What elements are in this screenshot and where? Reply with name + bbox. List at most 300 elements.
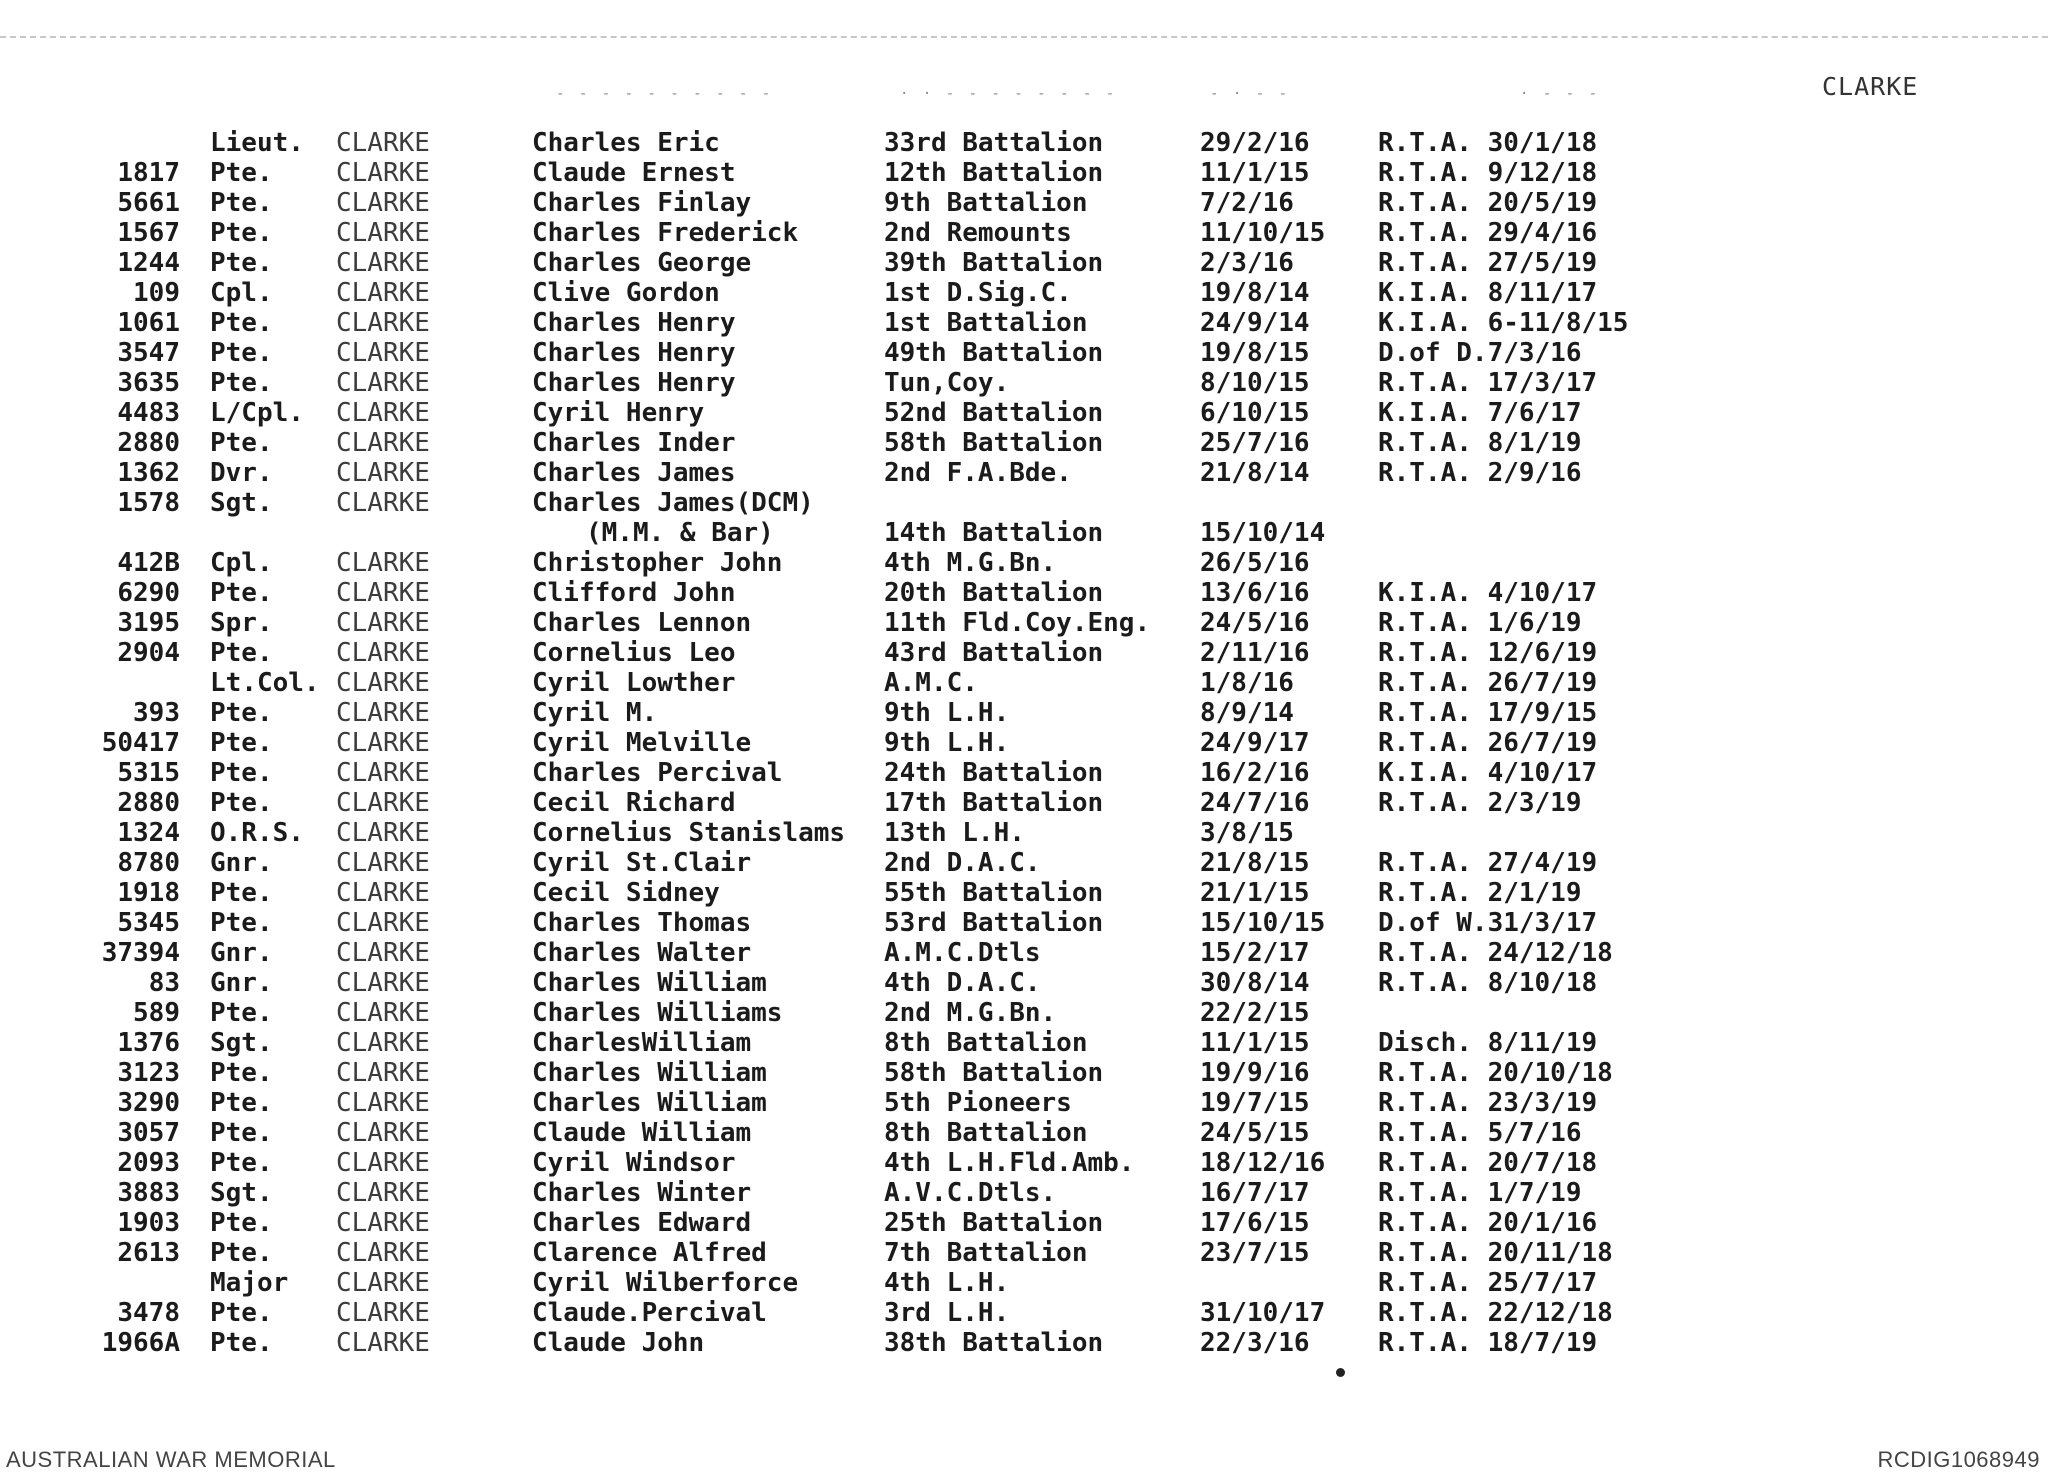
fate: R.T.A. 20/1/16 — [1378, 1208, 1598, 1238]
given-names: Charles Thomas — [532, 908, 752, 938]
roll-row — [0, 1268, 2048, 1298]
service-number: 412B — [117, 548, 180, 578]
rank: L/Cpl. — [210, 398, 304, 428]
faint-header-marks: - - - - - - - - - - — [556, 86, 774, 102]
enlistment-date: 19/8/14 — [1200, 278, 1310, 308]
rank: Pte. — [210, 758, 273, 788]
enlistment-date: 22/2/15 — [1200, 998, 1310, 1028]
service-number: 1918 — [117, 878, 180, 908]
rank: Cpl. — [210, 548, 273, 578]
unit: 39th Battalion — [884, 248, 1104, 278]
rank: Pte. — [210, 1058, 273, 1088]
surname: CLARKE — [336, 1088, 430, 1118]
fate: R.T.A. 23/3/19 — [1378, 1088, 1598, 1118]
roll-row — [0, 398, 2048, 428]
enlistment-date: 23/7/15 — [1200, 1238, 1310, 1268]
roll-row — [0, 1238, 2048, 1268]
enlistment-date: 24/5/15 — [1200, 1118, 1310, 1148]
surname: CLARKE — [336, 278, 430, 308]
enlistment-date: 30/8/14 — [1200, 968, 1310, 998]
surname: CLARKE — [336, 308, 430, 338]
unit: 9th L.H. — [884, 728, 1010, 758]
service-number: 1244 — [117, 248, 180, 278]
given-names: Cyril Lowther — [532, 668, 736, 698]
given-names: Cornelius Leo — [532, 638, 736, 668]
rank: Pte. — [210, 908, 273, 938]
service-number: 1903 — [117, 1208, 180, 1238]
enlistment-date: 11/1/15 — [1200, 1028, 1310, 1058]
roll-row — [0, 698, 2048, 728]
roll-row — [0, 1298, 2048, 1328]
service-number: 3547 — [117, 338, 180, 368]
given-names: Cyril Melville — [532, 728, 752, 758]
given-names: Charles Frederick — [532, 218, 799, 248]
enlistment-date: 2/3/16 — [1200, 248, 1294, 278]
enlistment-date: 16/2/16 — [1200, 758, 1310, 788]
roll-row — [0, 728, 2048, 758]
enlistment-date: 1/8/16 — [1200, 668, 1294, 698]
given-names-line-2: (M.M. & Bar) — [586, 518, 774, 548]
unit: 49th Battalion — [884, 338, 1104, 368]
unit: 11th Fld.Coy.Eng. — [884, 608, 1151, 638]
fate: D.of D.7/3/16 — [1378, 338, 1582, 368]
surname: CLARKE — [336, 368, 430, 398]
service-number: 589 — [133, 998, 180, 1028]
faint-header-marks: - · - - — [1210, 86, 1291, 102]
roll-row — [0, 848, 2048, 878]
service-number: 1376 — [117, 1028, 180, 1058]
given-names: Charles Inder — [532, 428, 736, 458]
rank: Pte. — [210, 1238, 273, 1268]
enlistment-date: 24/5/16 — [1200, 608, 1310, 638]
unit: A.M.C.Dtls — [884, 938, 1041, 968]
enlistment-date: 29/2/16 — [1200, 128, 1310, 158]
enlistment-date: 19/7/15 — [1200, 1088, 1310, 1118]
roll-row — [0, 1208, 2048, 1238]
roll-row — [0, 1328, 2048, 1358]
surname: CLARKE — [336, 1238, 430, 1268]
given-names: Clifford John — [532, 578, 736, 608]
roll-row — [0, 1088, 2048, 1118]
surname: CLARKE — [336, 878, 430, 908]
enlistment-date: 24/9/14 — [1200, 308, 1310, 338]
given-names: Charles Williams — [532, 998, 783, 1028]
surname: CLARKE — [336, 998, 430, 1028]
surname: CLARKE — [336, 1148, 430, 1178]
fate: R.T.A. 26/7/19 — [1378, 668, 1598, 698]
fate: K.I.A. 8/11/17 — [1378, 278, 1598, 308]
fate: D.of W.31/3/17 — [1378, 908, 1598, 938]
service-number: 3883 — [117, 1178, 180, 1208]
enlistment-date: 15/10/15 — [1200, 908, 1326, 938]
given-names: Charles Winter — [532, 1178, 752, 1208]
given-names: Claude Ernest — [532, 158, 736, 188]
enlistment-date: 21/8/15 — [1200, 848, 1310, 878]
surname: CLARKE — [336, 338, 430, 368]
rank: Pte. — [210, 158, 273, 188]
unit: 13th L.H. — [884, 818, 1025, 848]
rank: Gnr. — [210, 848, 273, 878]
given-names: CharlesWilliam — [532, 1028, 752, 1058]
surname: CLARKE — [336, 1208, 430, 1238]
roll-row — [0, 188, 2048, 218]
enlistment-date: 31/10/17 — [1200, 1298, 1326, 1328]
surname: CLARKE — [336, 938, 430, 968]
fate: R.T.A. 20/7/18 — [1378, 1148, 1598, 1178]
rank: Pte. — [210, 1208, 273, 1238]
service-number: 3635 — [117, 368, 180, 398]
surname: CLARKE — [336, 158, 430, 188]
surname: CLARKE — [336, 758, 430, 788]
unit: 9th L.H. — [884, 698, 1010, 728]
surname: CLARKE — [336, 398, 430, 428]
service-number: 3478 — [117, 1298, 180, 1328]
unit: 17th Battalion — [884, 788, 1104, 818]
fate: K.I.A. 6-11/8/15 — [1378, 308, 1629, 338]
service-number: 1324 — [117, 818, 180, 848]
service-number: 2093 — [117, 1148, 180, 1178]
rank: Pte. — [210, 998, 273, 1028]
service-number: 5345 — [117, 908, 180, 938]
enlistment-date: 16/7/17 — [1200, 1178, 1310, 1208]
fate: R.T.A. 12/6/19 — [1378, 638, 1598, 668]
enlistment-date: 26/5/16 — [1200, 548, 1310, 578]
surname: CLARKE — [336, 218, 430, 248]
unit: 7th Battalion — [884, 1238, 1088, 1268]
roll-row — [0, 788, 2048, 818]
fate: R.T.A. 8/1/19 — [1378, 428, 1582, 458]
roll-row — [0, 608, 2048, 638]
surname: CLARKE — [336, 638, 430, 668]
surname: CLARKE — [336, 1058, 430, 1088]
given-names: Charles William — [532, 968, 767, 998]
roll-row — [0, 878, 2048, 908]
enlistment-date: 11/10/15 — [1200, 218, 1326, 248]
nominal-roll-list — [0, 128, 2048, 1358]
given-names: Charles George — [532, 248, 752, 278]
ink-dot — [1336, 1368, 1345, 1377]
footer-reference: RCDIG1068949 — [1877, 1447, 2040, 1472]
unit: 58th Battalion — [884, 1058, 1104, 1088]
given-names: Charles William — [532, 1088, 767, 1118]
fate: R.T.A. 20/10/18 — [1378, 1058, 1613, 1088]
unit: A.M.C. — [884, 668, 978, 698]
unit: 33rd Battalion — [884, 128, 1104, 158]
rank: O.R.S. — [210, 818, 304, 848]
unit: 53rd Battalion — [884, 908, 1104, 938]
surname: CLARKE — [336, 578, 430, 608]
rank: Cpl. — [210, 278, 273, 308]
unit: 4th L.H. — [884, 1268, 1010, 1298]
fate: R.T.A. 8/10/18 — [1378, 968, 1598, 998]
enlistment-date: 15/10/14 — [1200, 518, 1326, 548]
service-number: 2880 — [117, 788, 180, 818]
given-names: Cornelius Stanislams — [532, 818, 846, 848]
rank: Pte. — [210, 1088, 273, 1118]
fate: R.T.A. 20/11/18 — [1378, 1238, 1613, 1268]
service-number: 393 — [133, 698, 180, 728]
rank: Sgt. — [210, 1178, 273, 1208]
rank: Pte. — [210, 188, 273, 218]
unit: 4th M.G.Bn. — [884, 548, 1057, 578]
unit: 9th Battalion — [884, 188, 1088, 218]
rank: Pte. — [210, 878, 273, 908]
enlistment-date: 13/6/16 — [1200, 578, 1310, 608]
unit: 12th Battalion — [884, 158, 1104, 188]
unit: 24th Battalion — [884, 758, 1104, 788]
fate: R.T.A. 24/12/18 — [1378, 938, 1613, 968]
given-names: Charles Finlay — [532, 188, 752, 218]
enlistment-date: 2/11/16 — [1200, 638, 1310, 668]
enlistment-date: 17/6/15 — [1200, 1208, 1310, 1238]
fate: R.T.A. 25/7/17 — [1378, 1268, 1598, 1298]
service-number: 6290 — [117, 578, 180, 608]
given-names: Cyril Henry — [532, 398, 705, 428]
given-names: Claude John — [532, 1328, 705, 1358]
fate: R.T.A. 1/6/19 — [1378, 608, 1582, 638]
rank: Spr. — [210, 608, 273, 638]
unit: 8th Battalion — [884, 1028, 1088, 1058]
fate: R.T.A. 17/9/15 — [1378, 698, 1598, 728]
roll-row — [0, 128, 2048, 158]
service-number: 3195 — [117, 608, 180, 638]
given-names: Charles Eric — [532, 128, 720, 158]
unit: A.V.C.Dtls. — [884, 1178, 1057, 1208]
surname: CLARKE — [336, 458, 430, 488]
fate: R.T.A. 27/5/19 — [1378, 248, 1598, 278]
roll-row — [0, 638, 2048, 668]
rank: Sgt. — [210, 488, 273, 518]
enlistment-date: 24/9/17 — [1200, 728, 1310, 758]
given-names: Charles Walter — [532, 938, 752, 968]
roll-row — [0, 668, 2048, 698]
rank: Dvr. — [210, 458, 273, 488]
surname: CLARKE — [336, 698, 430, 728]
surname: CLARKE — [336, 728, 430, 758]
surname: CLARKE — [336, 488, 430, 518]
surname: CLARKE — [336, 1298, 430, 1328]
service-number: 50417 — [101, 728, 180, 758]
rank: Gnr. — [210, 938, 273, 968]
unit: 2nd F.A.Bde. — [884, 458, 1072, 488]
given-names: Charles Lennon — [532, 608, 752, 638]
rank: Pte. — [210, 1328, 273, 1358]
surname: CLARKE — [336, 1118, 430, 1148]
surname: CLARKE — [336, 1268, 430, 1298]
rank: Pte. — [210, 308, 273, 338]
enlistment-date: 24/7/16 — [1200, 788, 1310, 818]
roll-row — [0, 308, 2048, 338]
fate: K.I.A. 4/10/17 — [1378, 758, 1598, 788]
rank: Pte. — [210, 1298, 273, 1328]
surname: CLARKE — [336, 908, 430, 938]
service-number: 5661 — [117, 188, 180, 218]
given-names: Cecil Richard — [532, 788, 736, 818]
roll-row — [0, 938, 2048, 968]
rank: Gnr. — [210, 968, 273, 998]
given-names: Cyril M. — [532, 698, 658, 728]
service-number: 8780 — [117, 848, 180, 878]
rank: Major — [210, 1268, 289, 1298]
fate: R.T.A. 2/9/16 — [1378, 458, 1582, 488]
rank: Lt.Col. — [210, 668, 320, 698]
roll-row — [0, 278, 2048, 308]
enlistment-date: 25/7/16 — [1200, 428, 1310, 458]
surname: CLARKE — [336, 428, 430, 458]
given-names: Charles Henry — [532, 308, 736, 338]
service-number: 5315 — [117, 758, 180, 788]
fate: R.T.A. 2/1/19 — [1378, 878, 1582, 908]
unit: 8th Battalion — [884, 1118, 1088, 1148]
surname: CLARKE — [336, 848, 430, 878]
surname: CLARKE — [336, 1328, 430, 1358]
enlistment-date: 21/1/15 — [1200, 878, 1310, 908]
roll-row — [0, 458, 2048, 488]
unit: 4th D.A.C. — [884, 968, 1041, 998]
rank: Pte. — [210, 1118, 273, 1148]
rank: Pte. — [210, 248, 273, 278]
service-number: 4483 — [117, 398, 180, 428]
service-number: 1362 — [117, 458, 180, 488]
enlistment-date: 3/8/15 — [1200, 818, 1294, 848]
unit: 2nd M.G.Bn. — [884, 998, 1057, 1028]
service-number: 3290 — [117, 1088, 180, 1118]
given-names: Charles James — [532, 458, 736, 488]
given-names — [532, 488, 814, 548]
unit: 43rd Battalion — [884, 638, 1104, 668]
fate: R.T.A. 18/7/19 — [1378, 1328, 1598, 1358]
enlistment-date: 6/10/15 — [1200, 398, 1310, 428]
fate: R.T.A. 26/7/19 — [1378, 728, 1598, 758]
roll-row — [0, 428, 2048, 458]
fate: R.T.A. 29/4/16 — [1378, 218, 1598, 248]
service-number: 1966A — [101, 1328, 180, 1358]
given-names: Claude.Percival — [532, 1298, 767, 1328]
rank: Pte. — [210, 218, 273, 248]
service-number: 2613 — [117, 1238, 180, 1268]
roll-row — [0, 1028, 2048, 1058]
surname-heading: CLARKE — [1822, 72, 1919, 101]
faint-header-marks: · - - - — [1520, 86, 1601, 102]
surname: CLARKE — [336, 668, 430, 698]
enlistment-date: 11/1/15 — [1200, 158, 1310, 188]
unit: 3rd L.H. — [884, 1298, 1010, 1328]
unit: 58th Battalion — [884, 428, 1104, 458]
surname: CLARKE — [336, 188, 430, 218]
fate: R.T.A. 30/1/18 — [1378, 128, 1598, 158]
roll-row — [0, 818, 2048, 848]
rank: Pte. — [210, 698, 273, 728]
service-number: 83 — [148, 968, 180, 998]
given-names: Cyril Windsor — [532, 1148, 736, 1178]
roll-row — [0, 1148, 2048, 1178]
surname: CLARKE — [336, 128, 430, 158]
given-names: Clive Gordon — [532, 278, 720, 308]
given-names: Charles Henry — [532, 338, 736, 368]
fate: R.T.A. 22/12/18 — [1378, 1298, 1613, 1328]
fate: R.T.A. 27/4/19 — [1378, 848, 1598, 878]
service-number: 2880 — [117, 428, 180, 458]
service-number: 3123 — [117, 1058, 180, 1088]
fate: R.T.A. 17/3/17 — [1378, 368, 1598, 398]
service-number: 37394 — [101, 938, 180, 968]
enlistment-date: 15/2/17 — [1200, 938, 1310, 968]
fate: R.T.A. 5/7/16 — [1378, 1118, 1582, 1148]
unit: 38th Battalion — [884, 1328, 1104, 1358]
rank: Pte. — [210, 428, 273, 458]
given-names: Charles Percival — [532, 758, 783, 788]
enlistment-date: 19/8/15 — [1200, 338, 1310, 368]
given-names: Cyril Wilberforce — [532, 1268, 799, 1298]
service-number: 2904 — [117, 638, 180, 668]
surname: CLARKE — [336, 608, 430, 638]
unit: 2nd D.A.C. — [884, 848, 1041, 878]
unit: 1st Battalion — [884, 308, 1088, 338]
rank: Lieut. — [210, 128, 304, 158]
rank: Pte. — [210, 338, 273, 368]
enlistment-date: 22/3/16 — [1200, 1328, 1310, 1358]
unit: 2nd Remounts — [884, 218, 1072, 248]
roll-row — [0, 758, 2048, 788]
fate: K.I.A. 4/10/17 — [1378, 578, 1598, 608]
service-number: 3057 — [117, 1118, 180, 1148]
rank: Pte. — [210, 1148, 273, 1178]
roll-row — [0, 548, 2048, 578]
surname: CLARKE — [336, 548, 430, 578]
rank: Pte. — [210, 578, 273, 608]
fate: Disch. 8/11/19 — [1378, 1028, 1598, 1058]
given-names-line-1: Charles James(DCM) — [532, 488, 814, 518]
given-names: Charles Henry — [532, 368, 736, 398]
unit: 52nd Battalion — [884, 398, 1104, 428]
roll-row — [0, 338, 2048, 368]
enlistment-date: 21/8/14 — [1200, 458, 1310, 488]
given-names: Charles William — [532, 1058, 767, 1088]
rank: Pte. — [210, 368, 273, 398]
roll-row — [0, 998, 2048, 1028]
surname: CLARKE — [336, 1178, 430, 1208]
roll-row — [0, 488, 2048, 548]
unit: 5th Pioneers — [884, 1088, 1072, 1118]
unit: 14th Battalion — [884, 518, 1104, 548]
service-number: 109 — [133, 278, 180, 308]
roll-row — [0, 968, 2048, 998]
roll-row — [0, 368, 2048, 398]
given-names: Claude William — [532, 1118, 752, 1148]
roll-row — [0, 248, 2048, 278]
surname: CLARKE — [336, 818, 430, 848]
given-names: Cecil Sidney — [532, 878, 720, 908]
rank: Pte. — [210, 638, 273, 668]
roll-row — [0, 908, 2048, 938]
service-number: 1061 — [117, 308, 180, 338]
unit: 4th L.H.Fld.Amb. — [884, 1148, 1135, 1178]
service-number: 1578 — [117, 488, 180, 518]
service-number: 1817 — [117, 158, 180, 188]
rank: Pte. — [210, 788, 273, 818]
given-names: Charles Edward — [532, 1208, 752, 1238]
fate: R.T.A. 2/3/19 — [1378, 788, 1582, 818]
footer-institution: AUSTRALIAN WAR MEMORIAL — [6, 1447, 336, 1472]
fate: R.T.A. 1/7/19 — [1378, 1178, 1582, 1208]
fate: R.T.A. 20/5/19 — [1378, 188, 1598, 218]
roll-row — [0, 1118, 2048, 1148]
fate: K.I.A. 7/6/17 — [1378, 398, 1582, 428]
unit: Tun,Coy. — [884, 368, 1010, 398]
unit: 1st D.Sig.C. — [884, 278, 1072, 308]
surname: CLARKE — [336, 248, 430, 278]
top-dashed-rule — [0, 36, 2048, 38]
